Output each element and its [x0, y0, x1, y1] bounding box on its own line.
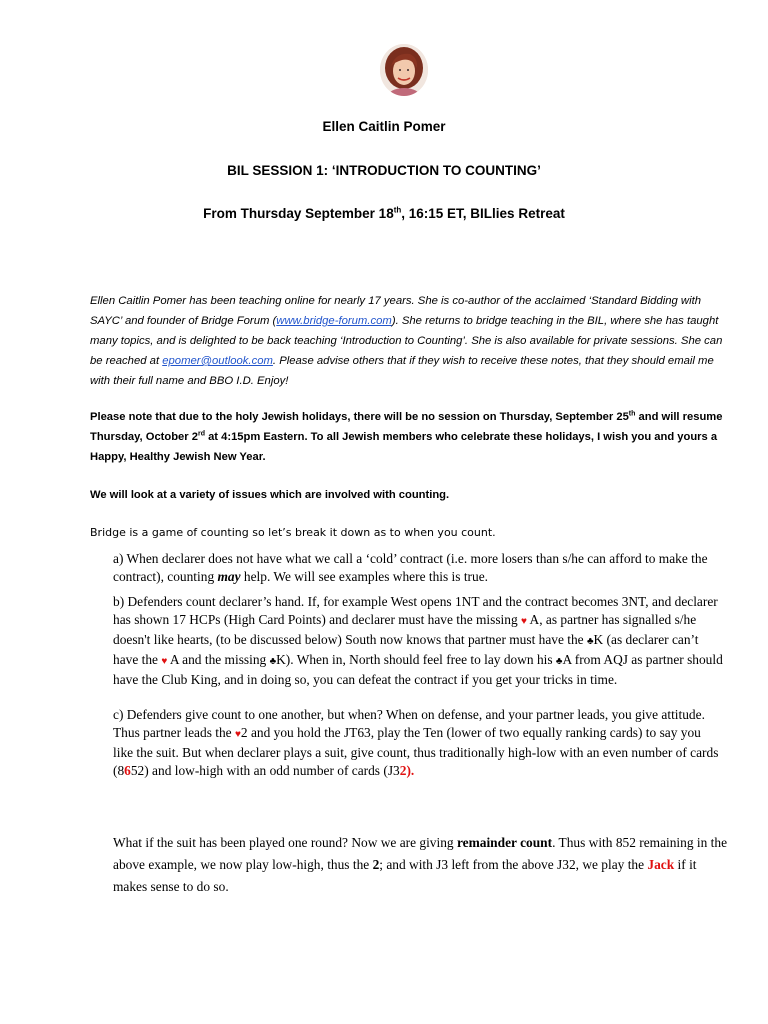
- item-c-text-2: 2 and you hold the JT63, play the Ten (lower of two equally ranking cards) to say you like the suit. But when declarer plays a suit, give count, thus traditionally high-low with an even number of cards (8: [113, 725, 719, 778]
- remainder-paragraph: [113, 832, 733, 898]
- item-b-text-6: A from AQJ as partner should have the Club King, and in doing so, you can defeat the contract if you get your tricks in time.: [113, 652, 723, 687]
- date-prefix: From Thursday September 18: [203, 206, 394, 221]
- item-b: [113, 593, 723, 689]
- holiday-text-1: Please note that due to the holy Jewish holidays, there will be no session on Thursday, September 25: [90, 411, 629, 423]
- club-icon: ♣: [555, 656, 563, 667]
- author-photo: [380, 44, 428, 96]
- club-icon: ♣: [586, 636, 594, 647]
- remainder-text-3: ; and with J3 left from the above J32, we play the: [379, 857, 648, 872]
- counting-line: Bridge is a game of counting so let’s break it down as to when you count.: [90, 526, 496, 539]
- holiday-text-3: at 4:15pm Eastern. To all Jewish members who celebrate these holidays, I wish you and yours a Happy, Healthy Jewish New Year.: [90, 431, 718, 463]
- holiday-sup-1: th: [628, 410, 636, 418]
- club-icon: ♣: [269, 656, 277, 667]
- item-b-text-3: K (as declarer can’t have the: [113, 632, 699, 667]
- email-link[interactable]: epomer@outlook.com: [162, 355, 273, 367]
- remainder-bold-1: remainder count: [456, 835, 553, 850]
- item-a-text-1: a) When declarer does not have what we call a ‘cold’ contract (i.e. more losers than s/he can afford to make the contract), counting: [113, 551, 708, 584]
- item-c: [113, 706, 723, 780]
- item-b-text-2: A, as partner has signalled s/he doesn't like hearts, (to be discussed below) South now knows that partner must have the: [113, 612, 697, 647]
- session-title: BIL SESSION 1: ‘INTRODUCTION TO COUNTING’: [227, 163, 541, 178]
- heart-icon: ♥: [161, 656, 168, 667]
- holiday-note: [90, 407, 730, 467]
- remainder-bold-2: 2: [372, 857, 380, 872]
- session-date: [0, 206, 768, 221]
- remainder-text-4: if it makes sense to do so.: [113, 857, 697, 894]
- item-a-emphasis: may: [217, 569, 241, 584]
- item-c-text-3: 52) and low-high with an odd number of cards (J3: [130, 763, 400, 778]
- bio-text-3: . Please advise others that if they wish to receive these notes, that they should email me with their full name and BBO I.D. Enjoy!: [90, 355, 714, 387]
- author-bio: [90, 291, 730, 391]
- item-b-text-4: A and the missing: [167, 652, 270, 667]
- item-c-red-2: 2: [399, 763, 407, 778]
- heart-icon: ♥: [521, 616, 527, 627]
- remainder-text-2: . Thus with 852 remaining in the above example, we now play low-high, thus the: [113, 835, 728, 872]
- date-suffix: , 16:15 ET, BILlies Retreat: [401, 206, 565, 221]
- item-b-text-1: b) Defenders count declarer’s hand. If, for example West opens 1NT and the contract becomes 3NT, and declarer has shown 17 HCPs (High Card Points) and declarer must have the missing: [113, 594, 718, 627]
- portrait-image: [380, 44, 428, 96]
- bio-text-1: Ellen Caitlin Pomer has been teaching online for nearly 17 years. She is co-author of the acclaimed ‘Standard Bidding with SAYC’ and founder of Bridge Forum (: [90, 295, 702, 327]
- item-c-text-1: c) Defenders give count to one another, but when? When on defense, and your partner leads, you give attitude. Thus partner leads the: [113, 707, 705, 740]
- author-name: Ellen Caitlin Pomer: [322, 119, 446, 134]
- holiday-sup-2: rd: [197, 430, 205, 438]
- item-b-text-5: K). When in, North should feel free to lay down his: [276, 652, 556, 667]
- heart-icon: ♥: [234, 729, 241, 740]
- item-a-text-2: help. We will see examples where this is true.: [240, 569, 488, 584]
- item-a: [113, 550, 723, 586]
- bio-text-2: ). She returns to bridge teaching in the BIL, where she has taught many topics, and is delighted to be back teaching ‘Introduction to Counting’. She is also available for private sessions. She can be reached at: [90, 315, 723, 367]
- bridge-forum-link[interactable]: www.bridge-forum.com: [276, 315, 392, 327]
- date-sup: th: [393, 205, 402, 215]
- intro-line: We will look at a variety of issues which are involved with counting.: [90, 489, 450, 501]
- item-c-text-4: ).: [406, 763, 415, 778]
- remainder-text-1: What if the suit has been played one round? Now we are giving: [113, 835, 457, 850]
- remainder-jack: Jack: [647, 857, 675, 872]
- holiday-text-2: and will resume Thursday, October 2: [90, 411, 723, 443]
- item-c-red-6: 6: [124, 763, 131, 778]
